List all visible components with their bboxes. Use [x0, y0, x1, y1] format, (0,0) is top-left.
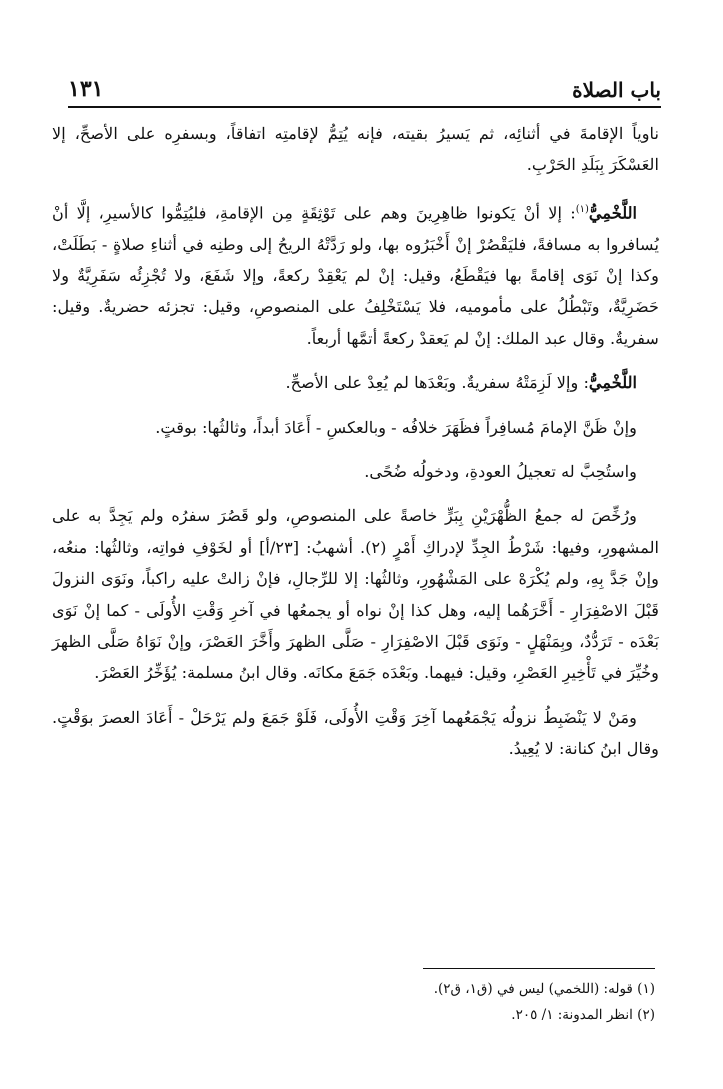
main-text	[52, 118, 659, 778]
paragraph-3-text: : وإلا لَزِمَتْهُ سفريةٌ. وبَعْدَها لم يُعِدْ على الأصحِّ.	[285, 373, 589, 393]
paragraph-7: ومَنْ لا يَنْضَبِطُ نزولُه يَجْمَعُهما آخِرَ وَقْتِ الأُولَى، فَلَوْ جَمَعَ ولم يَرْحَلْ - أَعَادَ العصرَ بوَقْتٍ. وقال ابنُ كنانة: لا يُعِيدُ.	[52, 707, 659, 759]
footnotes	[60, 976, 655, 1028]
page-header	[68, 66, 661, 108]
keyword-lakhmi: اللَّخْمِيُّ	[588, 373, 637, 393]
paragraph-4: وإنْ ظَنَّ الإمامَ مُسافِراً فظَهَرَ خلافُه - وبالعكسِ - أَعَادَ أبداً، وثالثُها: بوقتٍ.	[155, 417, 637, 437]
page-number: ١٣١	[68, 76, 104, 102]
paragraph-2	[52, 194, 659, 354]
paragraph-2-text: : إلا أنْ يَكونوا ظاهِرِينَ وهم على تَوْثِقَةٍ مِن الإقامةِ، فليُتِمُّوا كالأسيرِ، إلَّا أنْ يُسافروا به مسافةً، فليَقْصُرْ إنْ أَخْبَرُوه بها، ولو رَدَّتْهُ الريحُ إلى وطنِه في أثناءِ صلاةٍ - بَطَلَتْ، وكذا إنْ نَوَى إقامةً بها فيَقْطَعُ، وقيل: إنْ لم يَعْقِدْ ركعةً، وإلا شَفَعَ، ولا تُجْزِئُه سَفَرِيَّةٌ ولا حَضَرِيَّةٌ، وتَبْطُلُ على مأموميه، فلا يَسْتَخْلِفُ على المنصوصِ، وقيل: تجزئه حضريةٌ. وقيل: سفريةٌ. وقال عبد الملك: إنْ لم يَعقدْ ركعةً أتمَّها أربعاً.	[52, 203, 659, 348]
running-title: باب الصلاة	[572, 78, 661, 102]
footnote-1: (١) قوله: (اللخمي) ليس في (ق١، ق٢).	[433, 981, 655, 997]
paragraph-1: ناوياً الإقامةَ في أثنائِه، ثم يَسيرُ بقيته، فإنه يُتِمُّ لإقامتِه اتفاقاً، وبسفرِه على الأصحِّ، إلا العَسْكَرَ بِبَلَدِ الحَرْبِ.	[52, 124, 659, 175]
paragraph-3	[52, 367, 659, 398]
footnote-2: (٢) انظر المدونة: ١/ ٢٠٥.	[511, 1007, 655, 1023]
keyword-lakhmi: اللَّخْمِيُّ	[588, 203, 637, 223]
paragraph-5: واستُحِبَّ له تعجيلُ العودةِ، ودخولُه ضُحًى.	[364, 462, 637, 482]
footnote-marker-1: (١)	[575, 203, 589, 215]
footnote-separator	[423, 968, 655, 969]
paragraph-6: ورُخِّصَ له جمعُ الظُّهْرَيْنِ بِبَرٍّ خاصةً على المنصوصِ، ولو قَصُرَ سفرُه ولم يَجِدَّ به على المشهورِ، وفيها: شَرْطُ الجِدِّ لإدراكِ أَمْرٍ (٢). أشهبُ: [٢٣/أ] أو لخَوْفِ فواتِه، وثالثُها: منعُه، وإنْ جَدَّ بِهِ، ولم يُكْرَهْ على المَشْهُورِ، وثالثُها: إلا للرِّجالِ، فإنْ زالتْ عليه راكباً، ونَوَى النزولَ قَبْلَ الاصْفِرَارِ - أَخَّرَهُما إليه، وهل كذا إنْ نواه أو يجمعُها في آخرِ وَقْتِ الأُولَى - كما إنْ نَوَى بَعْدَه - تَرَدُّدٌ، وبِمَنْهَلٍ - ونَوَى قَبْلَ الاصْفِرَارِ - صَلَّى الظهرَ وأَخَّرَ العَصْرَ، وإنْ نَوَاهُ صَلَّى الظهرَ وخُيِّرَ في تَأْخِيرِ العَصْرِ، وقيل: فيهما. وبَعْدَه جَمَعَ مكانَه. وقال ابنُ مسلمة: يُؤَخِّرُ العَصْرَ.	[52, 506, 660, 683]
